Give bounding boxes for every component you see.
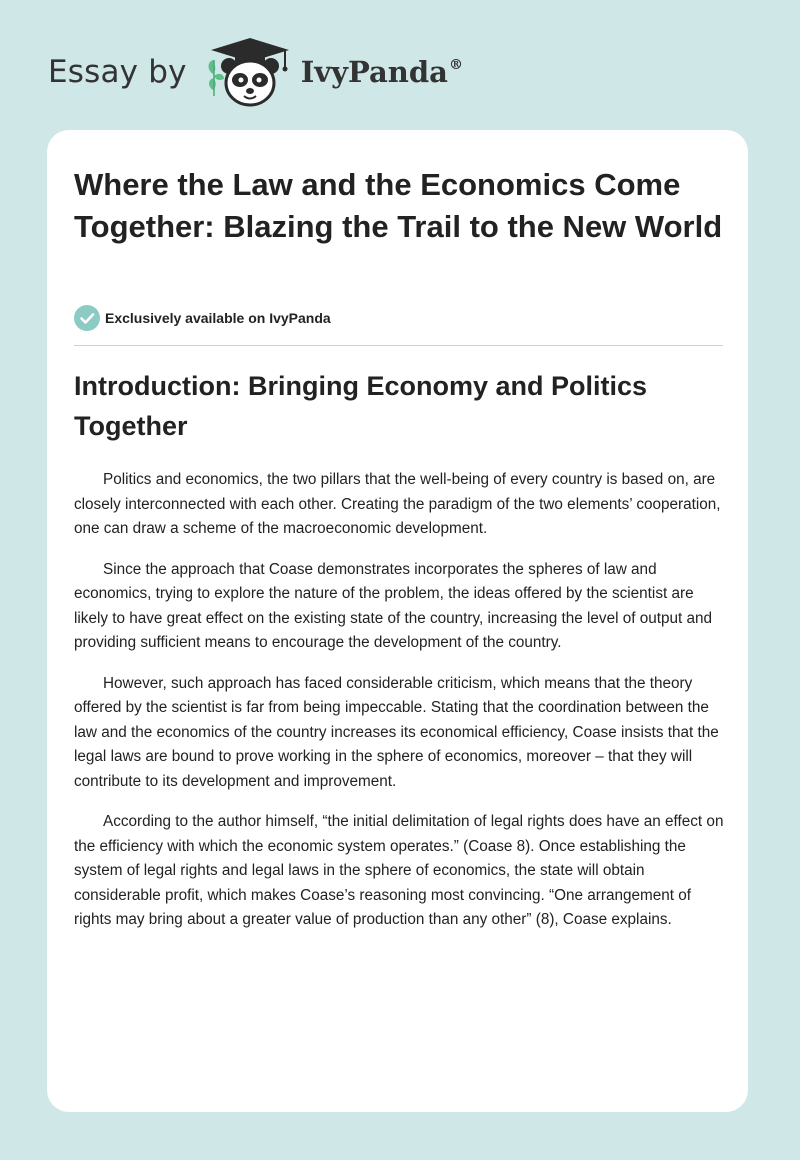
essay-body	[74, 468, 724, 949]
paragraph-3: However, such approach has faced considerable criticism, which means that the theory offered by the scientist is far from being impeccable. Stating that the coordination between the law and the economics of the country increases its economical efficiency, Coase insists that the legal laws are bound to prove working in the sphere of economics, moreover – that they will contribute to its development and improvement.	[74, 674, 719, 790]
site-header	[48, 36, 463, 108]
paragraph-1: Politics and economics, the two pillars that the well-being of every country is based on, are closely interconnected with each other. Creating the paradigm of the two elements’ cooperation, one can draw a scheme of the macroeconomic development.	[74, 471, 721, 537]
paragraph-4: According to the author himself, “the initial delimitation of legal rights does have an effect on the efficiency with which the economic system operates.” (Coase 8). Once establishing the system of legal rights and legal laws in the sphere of economics, the state will obtain considerable profit, which makes Coase’s reasoning most convincing. “One arrangement of rights may bring about a greater value of production than any other” (8), Coase explains.	[74, 813, 724, 928]
check-circle-icon	[74, 305, 100, 331]
registered-mark: ®	[448, 57, 463, 73]
essay-title: Where the Law and the Economics Come Together: Blazing the Trail to the New World	[74, 167, 723, 244]
exclusive-badge	[74, 305, 331, 331]
essay-card	[47, 130, 748, 1112]
brand-name[interactable]	[301, 55, 463, 89]
paragraph-2: Since the approach that Coase demonstrates incorporates the spheres of law and economics, trying to explore the nature of the problem, the ideas offered by the scientist are likely to have great effect on the existing state of the country, increasing the level of output and providing sufficient means to encourage the development of the country.	[74, 560, 713, 651]
section-heading: Introduction: Bringing Economy and Politics Together	[74, 371, 647, 441]
essay-by-label: Essay by	[48, 54, 187, 90]
exclusive-badge-label: Exclusively available on IvyPanda	[105, 310, 331, 326]
ivypanda-logo-icon[interactable]	[205, 36, 295, 108]
title-divider	[74, 345, 723, 346]
brand-name-text: IvyPanda	[300, 55, 448, 89]
